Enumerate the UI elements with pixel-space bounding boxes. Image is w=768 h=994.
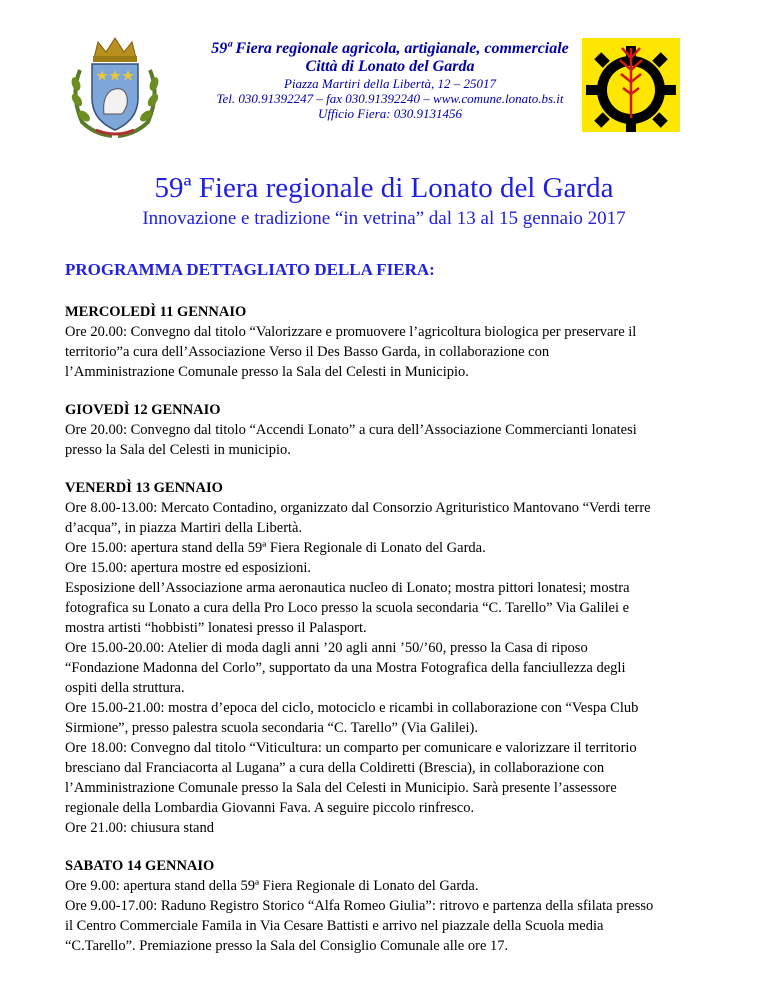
header-fair-office: Ufficio Fiera: 030.9131456 <box>317 106 463 121</box>
day-title: VENERDÌ 13 GENNAIO <box>65 480 223 496</box>
document-header <box>0 0 768 140</box>
program-line: Ore 15.00: apertura mostre ed esposizioni. <box>65 560 312 576</box>
program-line: mostra artisti “hobbisti” lonatesi presso il Palasport. <box>65 620 367 636</box>
program-line: il Centro Commerciale Famila in Via Cesare Battisti e arrivo nel piazzale della Scuola media <box>65 918 604 934</box>
day-section-thursday <box>65 400 715 460</box>
program-content <box>65 260 715 974</box>
program-line: Ore 20.00: Convegno dal titolo “Accendi Lonato” a cura dell’Associazione Commercianti lonatesi <box>65 422 637 438</box>
program-line: “Fondazione Madonna del Corlo”, supportato da una Mostra Fotografica della fanciullezza degli <box>65 660 626 676</box>
header-city-name: Città di Lonato del Garda <box>305 58 475 75</box>
program-line: Ore 15.00-20.00: Atelier di moda dagli anni ’20 agli anni ’50/’60, presso la Casa di riposo <box>65 640 588 656</box>
program-line: d’acqua”, in piazza Martiri della Libertà. <box>65 520 303 536</box>
program-line: bresciano dal Franciacorta al Lugana” a cura della Coldiretti (Brescia), in collaborazione con <box>65 760 605 776</box>
program-line: fotografica su Lonato a cura della Pro Loco presso la scuola secondaria “C. Tarello” Via Galilei e <box>65 600 630 616</box>
day-section-friday <box>65 478 715 838</box>
program-line: presso la Sala del Celesti in municipio. <box>65 442 291 458</box>
program-line: l’Amministrazione Comunale presso la Sala del Celesti in Municipio. <box>65 364 469 380</box>
day-title: GIOVEDÌ 12 GENNAIO <box>65 402 221 418</box>
fair-gear-logo-icon <box>582 38 680 132</box>
program-line: l’Amministrazione Comunale presso la Sala del Celesti in Municipio. Sarà presente l’assessore <box>65 780 617 796</box>
header-contacts: Tel. 030.91392247 – fax 030.91392240 – www.comune.lonato.bs.it <box>216 91 564 106</box>
program-line: Ore 9.00: apertura stand della 59ª Fiera Regionale di Lonato del Garda. <box>65 878 479 894</box>
program-heading: PROGRAMMA DETTAGLIATO DELLA FIERA: <box>65 260 435 279</box>
program-line: Ore 15.00: apertura stand della 59ª Fiera Regionale di Lonato del Garda. <box>65 540 486 556</box>
header-text-block <box>170 40 610 121</box>
program-line: ospiti della struttura. <box>65 680 185 696</box>
coat-of-arms-icon <box>66 34 164 140</box>
program-line: territorio”a cura dell’Associazione Verso il Des Basso Garda, in collaborazione con <box>65 344 550 360</box>
program-line: Ore 18.00: Convegno dal titolo “Viticultura: un comparto per comunicare e valorizzare il territorio <box>65 740 637 756</box>
day-title: SABATO 14 GENNAIO <box>65 858 215 874</box>
day-section-wednesday <box>65 302 715 382</box>
program-line: Sirmione”, presso palestra scuola secondaria “C. Tarello” (Via Galilei). <box>65 720 478 736</box>
page-subtitle: Innovazione e tradizione “in vetrina” dal 13 al 15 gennaio 2017 <box>142 208 626 229</box>
program-line: Ore 20.00: Convegno dal titolo “Valorizzare e promuovere l’agricoltura biologica per preservare il <box>65 324 637 340</box>
program-line: Ore 8.00-13.00: Mercato Contadino, organizzato dal Consorzio Agrituristico Mantovano “Verdi terre <box>65 500 651 516</box>
page-title: 59ª Fiera regionale di Lonato del Garda <box>154 172 614 204</box>
program-line: Ore 21.00: chiusura stand <box>65 820 214 836</box>
program-line: Esposizione dell’Associazione arma aeronautica nucleo di Lonato; mostra pittori lonatesi; mostra <box>65 580 630 596</box>
program-line: Ore 15.00-21.00: mostra d’epoca del ciclo, motociclo e ricambi in collaborazione con “Vespa Club <box>65 700 639 716</box>
day-title: MERCOLEDÌ 11 GENNAIO <box>65 304 247 320</box>
program-line: Ore 9.00-17.00: Raduno Registro Storico “Alfa Romeo Giulia”: ritrovo e partenza della sfilata presso <box>65 898 654 914</box>
program-line: “C.Tarello”. Premiazione presso la Sala del Consiglio Comunale alle ore 17. <box>65 938 509 954</box>
day-section-saturday <box>65 856 715 956</box>
program-line: regionale della Lombardia Giovanni Fava. A seguire piccolo rinfresco. <box>65 800 475 816</box>
header-fair-title: 59ª Fiera regionale agricola, artigianale, commerciale <box>211 40 569 57</box>
header-address: Piazza Martiri della Libertà, 12 – 25017 <box>284 76 496 91</box>
